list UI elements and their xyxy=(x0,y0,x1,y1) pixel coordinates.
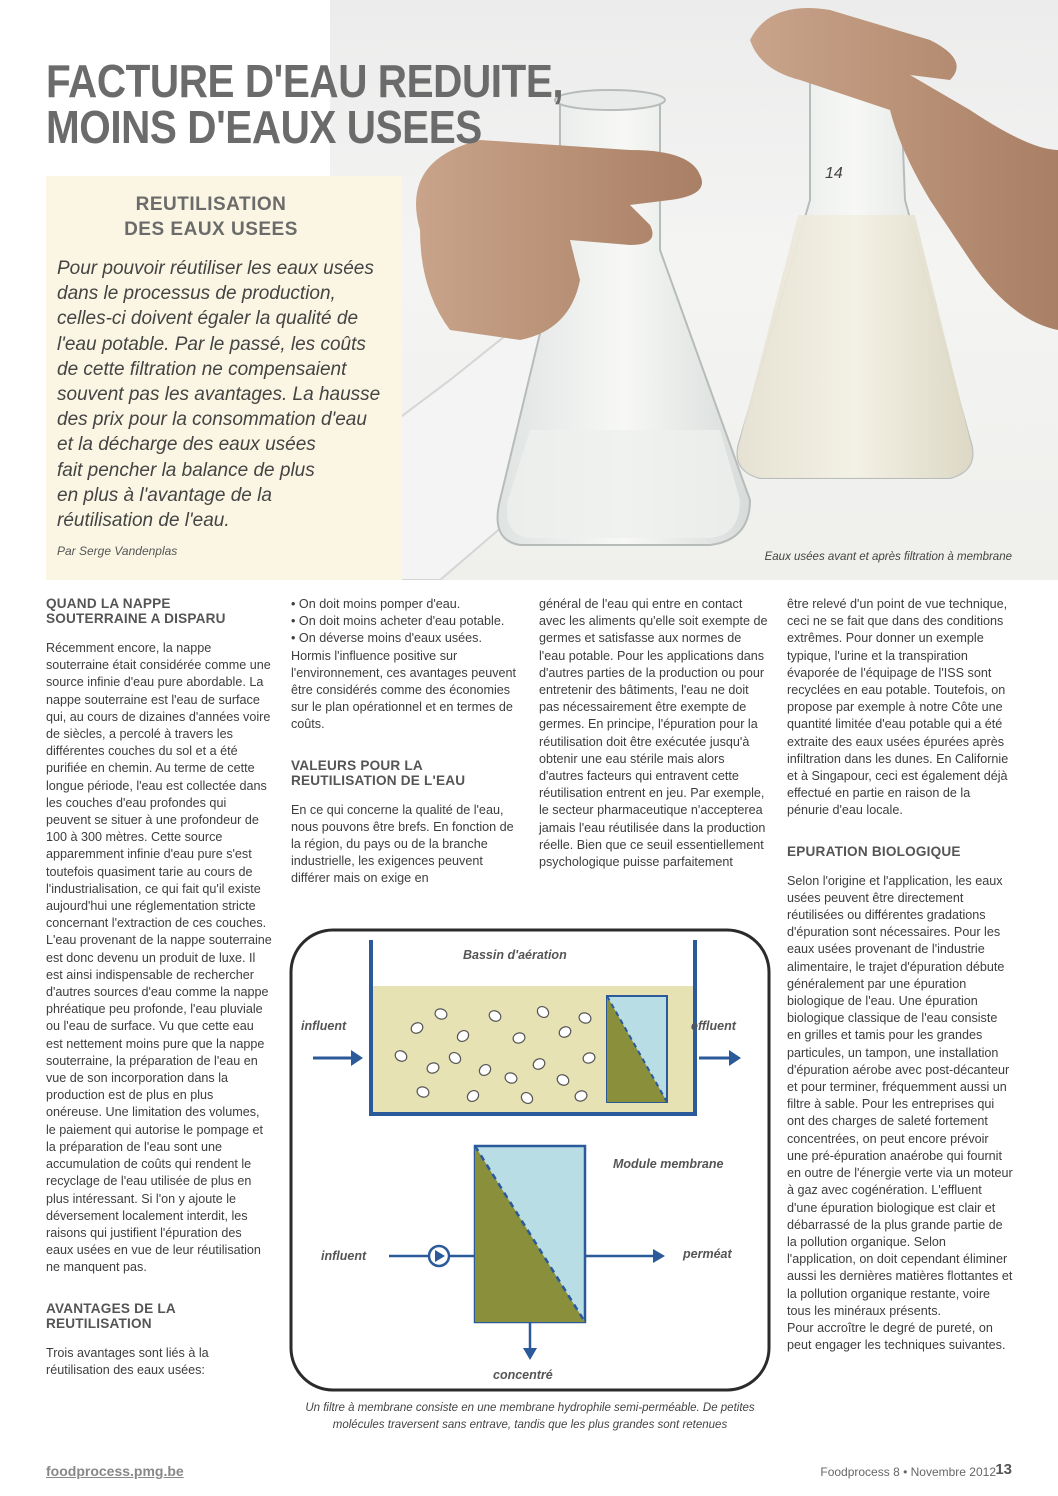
paragraph: être relevé d'un point de vue technique, ceci ne se fait que dans des conditions extrêmes. Pour donner un exemple typique, l'urine et la transpiration évaporée de l'équipage de l'ISS sont recyclées en eau potable. Toutefois, on propose par exemple à notre Côte une quantité limitée d'eau potable qui a été extraite des eaux usées épurées après infiltration dans les dunes. En Californie et à Singapour, ceci est également déjà effectué en partie en raison de la pénurie d'eau locale. xyxy=(787,597,1009,818)
intro-line: celles-ci doivent égaler la qualité de xyxy=(57,308,359,330)
column-4 xyxy=(787,596,1013,1354)
membrane-diagram xyxy=(289,928,771,1392)
intro-line: Pour pouvoir réutiliser les eaux usées xyxy=(57,258,374,279)
article-title xyxy=(46,55,592,153)
photo-caption: Eaux usées avant et après filtration à membrane xyxy=(764,551,1012,563)
label-influent-top: influent xyxy=(301,1019,347,1033)
section-heading-epuration: EPURATION BIOLOGIQUE xyxy=(787,843,961,859)
label-basin: Bassin d'aération xyxy=(463,948,567,962)
bullet-item: • On doit moins acheter d'eau potable. xyxy=(291,614,505,629)
intro-line: l'eau potable. Par le passé, les coûts xyxy=(57,333,366,355)
author-byline: Par Serge Vandenplas xyxy=(57,544,178,558)
website-link[interactable]: foodprocess.pmg.be xyxy=(46,1463,184,1479)
paragraph: En ce qui concerne la qualité de l'eau, nous pouvons être brefs. En fonction de la région, du pays ou de la branche industrielle, les exigences peuvent différer mais on exige en xyxy=(291,802,514,886)
flask-label: 14 xyxy=(825,165,843,182)
paragraph: Pour accroître le degré de pureté, on peut engager les techniques suivantes. xyxy=(787,1320,1006,1353)
intro-heading xyxy=(46,192,376,242)
intro-line: en plus à l'avantage de la xyxy=(57,484,272,506)
section-heading-valeurs: VALEURS POUR LA REUTILISATION DE L'EAU xyxy=(291,757,466,788)
intro-text xyxy=(57,256,387,533)
paragraph: général de l'eau qui entre en contact avec les aliments qu'elle soit exempte de germes et satisfasse aux normes de l'eau potable. Pour les applications dans d'autres parties de la production ou pour entretenir des bâtiments, l'eau ne doit pas nécessairement être exempte de germes. En principe, l'épuration pour la réutilisation doit être exécutée jusqu'à obtenir une eau stérile mais alors d'autres facteurs qui entravent cette réutilisation entrent en jeu. Par exemple, le secteur pharmaceutique n'accepterea jamais l'eau réutilisée dans la production réelle. Bien que ce seuil essentiellement psychologique puisse parfaitement xyxy=(539,597,768,870)
intro-line: et la décharge des eaux usées xyxy=(57,434,316,456)
paragraph: Hormis l'influence positive sur l'environnement, ces avantages peuvent être considérés comme des économies sur le plan opérationnel et en termes de coûts. xyxy=(291,648,517,732)
label-influent-bottom: influent xyxy=(321,1249,367,1263)
label-concentre: concentré xyxy=(493,1368,553,1382)
title-line-2: MOINS D'EAUX USEES xyxy=(46,101,482,153)
intro-heading-line-2: DES EAUX USEES xyxy=(124,219,298,240)
intro-line: fait pencher la balance de plus xyxy=(57,459,315,481)
column-1 xyxy=(46,596,272,1379)
issue-info: Foodprocess 8 • Novembre 2012 xyxy=(820,1465,996,1479)
paragraph: Récemment encore, la nappe souterraine était considérée comme une source infinie d'eau pure abordable. La nappe souterraine est l'eau de surface qui, au cours de dizaines d'années voire de siècles, a percolé à travers les différentes couches du sol et a été purifiée en chemin. Au terme de cette longue période, l'eau est collectée dans les couches d'eau profondes qui peuvent se situer à une profondeur de 100 à 300 mètres. Cette source apparemment infinie d'eau pure s'est toutefois quasiment tarie au cours de l'industrialisation, ce qui fait qu'il existe aujourd'hui une réglementation stricte concernant l'extraction de ces couches. L'eau provenant de la nappe souterraine est donc devenu un produit de luxe. Il est ainsi indispensable de rechercher d'autres sources d'eau comme la nappe phréatique peu profonde, l'eau pluviale ou l'eau de surface. Vu que cette eau est nettement moins pure que la nappe souterraine, la préparation de l'eau en vue de son incorporation dans la production est de plus en plus onéreuse. Une limitation des volumes, le paiement qui autorise le pompage et la préparation de l'eau sont une accumulation de coûts qui rendent le recyclage de l'eau utilisée de plus en plus intéressant. Si l'on y ajoute le déversement localement interdit, les raisons qui justifient l'épuration des eaux usées en vue de leur réutilisation ne manquent pas. xyxy=(46,641,272,1275)
paragraph: Trois avantages sont liés à la réutilisation des eaux usées: xyxy=(46,1345,209,1377)
section-heading-nappe: QUAND LA NAPPE SOUTERRAINE A DISPARU xyxy=(46,596,226,626)
label-effluent: effluent xyxy=(691,1019,736,1033)
title-line-1: FACTURE D'EAU REDUITE, xyxy=(46,55,564,107)
intro-line: dans le processus de production, xyxy=(57,283,336,305)
column-2 xyxy=(291,596,521,888)
diagram-caption-line-2: molécules traversent sans entrave, tandis que les plus grandes sont retenues xyxy=(332,1419,728,1431)
label-permeat: perméat xyxy=(683,1247,732,1261)
page-number: 13 xyxy=(995,1461,1012,1478)
section-heading-avantages: AVANTAGES DE LA REUTILISATION xyxy=(46,1300,176,1331)
intro-heading-line-1: REUTILISATION xyxy=(135,194,287,215)
intro-line: réutilisation de l'eau. xyxy=(57,510,230,532)
diagram-caption-line-1: Un filtre à membrane consiste en une membrane hydrophile semi-perméable. De petites xyxy=(305,1402,755,1414)
intro-line: des prix pour la consommation d'eau xyxy=(57,409,367,431)
bullet-item: • On déverse moins d'eaux usées. xyxy=(291,631,482,646)
intro-line: de cette filtration ne compensaient xyxy=(57,358,347,380)
intro-line: souvent pas les avantages. La hausse xyxy=(57,384,381,406)
paragraph: Selon l'origine et l'application, les eaux usées peuvent être directement réutilisées ou différentes gradations d'épuration sont nécessaires. Pour les eaux usées provenant de l'industrie alimentaire, le trajet d'épuration débute généralement par une épuration biologique de l'eau. Une épuration biologique classique de l'eau consiste en grilles et tamis pour les grandes particules, un tampon, une installation d'épuration aérobe avec post-décanteur et pour terminer, fréquemment aussi un filtre à sable. Pour les entreprises qui ont des charges de saleté fortement concentrées, on peut encore prévoir une pré-épuration anaérobe qui fournit en outre de l'énergie verte via un moteur à gaz avec cogénération. L'effluent d'une épuration biologique est clair et débarrassé de la plus grande partie de la pollution organique. Selon l'application, on doit cependant éliminer aussi les dernières matières flottantes et la pollution organique restante, voire tous les minéraux présents. xyxy=(787,873,1013,1318)
label-module: Module membrane xyxy=(613,1157,724,1171)
diagram-caption xyxy=(289,1400,771,1434)
bullet-item: • On doit moins pomper d'eau. xyxy=(291,597,461,611)
column-3 xyxy=(539,596,769,871)
